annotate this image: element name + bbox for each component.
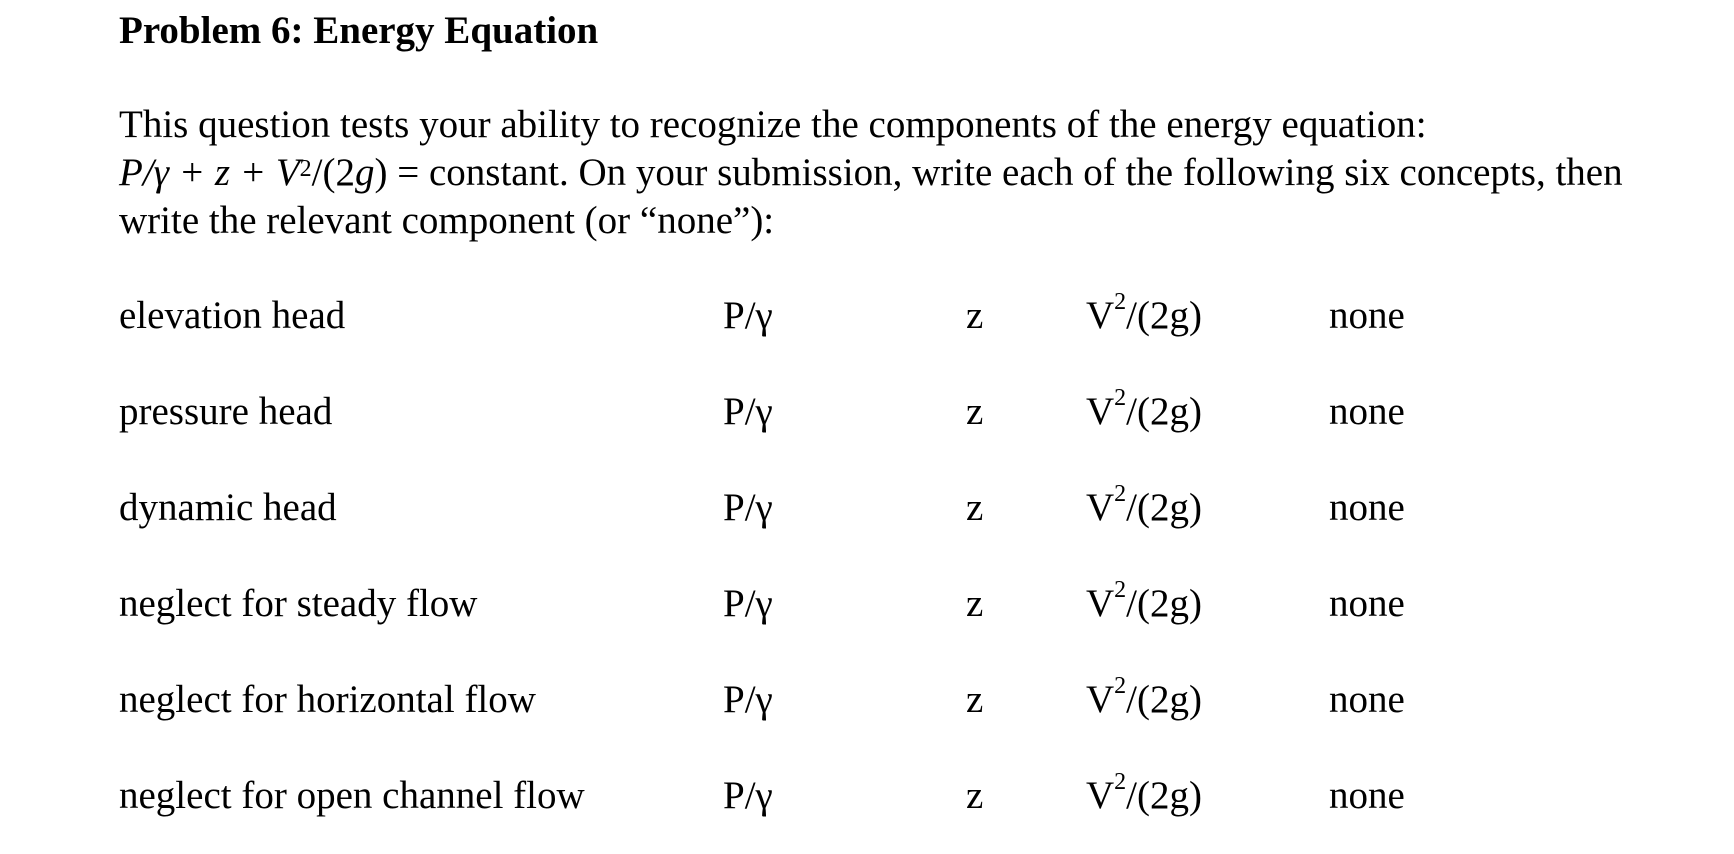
intro-line-3: write the relevant component (or “none”):: [119, 199, 775, 242]
list-item: [0, 289, 1734, 353]
option-none: none: [1329, 486, 1405, 529]
equation-exponent: 2: [299, 156, 312, 182]
option-elevation: z: [966, 678, 984, 721]
problem-title: Problem 6: Energy Equation: [119, 9, 599, 52]
concept-label: dynamic head: [119, 486, 337, 529]
equation-velocity-symbol: V: [275, 151, 300, 194]
option-pressure: P/γ: [723, 486, 773, 529]
option-elevation: z: [966, 294, 984, 337]
intro-line-2-tail: ) = constant. On your submission, write each of the following six concepts, then: [374, 151, 1623, 194]
option-elevation: z: [966, 390, 984, 433]
option-none: none: [1329, 678, 1405, 721]
equation-pressure-symbol: P: [119, 151, 143, 194]
concept-label: neglect for open channel flow: [119, 774, 585, 817]
option-none: none: [1329, 582, 1405, 625]
concept-label: elevation head: [119, 294, 346, 337]
option-pressure: P/γ: [723, 678, 773, 721]
list-item: [0, 577, 1734, 641]
equation-gravity: g: [355, 151, 375, 194]
option-pressure: P/γ: [723, 582, 773, 625]
option-velocity: $V^2/(2g)$: [1086, 577, 1202, 625]
option-velocity: $V^2/(2g)$: [1086, 481, 1202, 529]
intro-line-2: [119, 149, 1623, 197]
intro-line-1: This question tests your ability to recognize the components of the energy equation:: [119, 103, 1427, 146]
option-velocity: $V^2/(2g)$: [1086, 385, 1202, 433]
option-none: none: [1329, 390, 1405, 433]
option-pressure: P/γ: [723, 774, 773, 817]
list-item: [0, 673, 1734, 737]
list-item: [0, 481, 1734, 545]
problem-intro: [119, 101, 1623, 245]
option-elevation: z: [966, 486, 984, 529]
equation-denominator: /(2: [311, 151, 355, 194]
option-elevation: z: [966, 582, 984, 625]
concept-label: pressure head: [119, 390, 333, 433]
option-pressure: P/γ: [723, 294, 773, 337]
option-none: none: [1329, 294, 1405, 337]
list-item: [0, 769, 1734, 833]
equation-elevation: + z +: [178, 151, 267, 194]
concept-label: neglect for steady flow: [119, 582, 478, 625]
option-pressure: P/γ: [723, 390, 773, 433]
option-elevation: z: [966, 774, 984, 817]
option-velocity: $V^2/(2g)$: [1086, 769, 1202, 817]
concept-label: neglect for horizontal flow: [119, 678, 536, 721]
equation-gamma: /γ: [142, 151, 170, 194]
option-none: none: [1329, 774, 1405, 817]
list-item: [0, 385, 1734, 449]
option-velocity: $V^2/(2g)$: [1086, 289, 1202, 337]
option-velocity: $V^2/(2g)$: [1086, 673, 1202, 721]
